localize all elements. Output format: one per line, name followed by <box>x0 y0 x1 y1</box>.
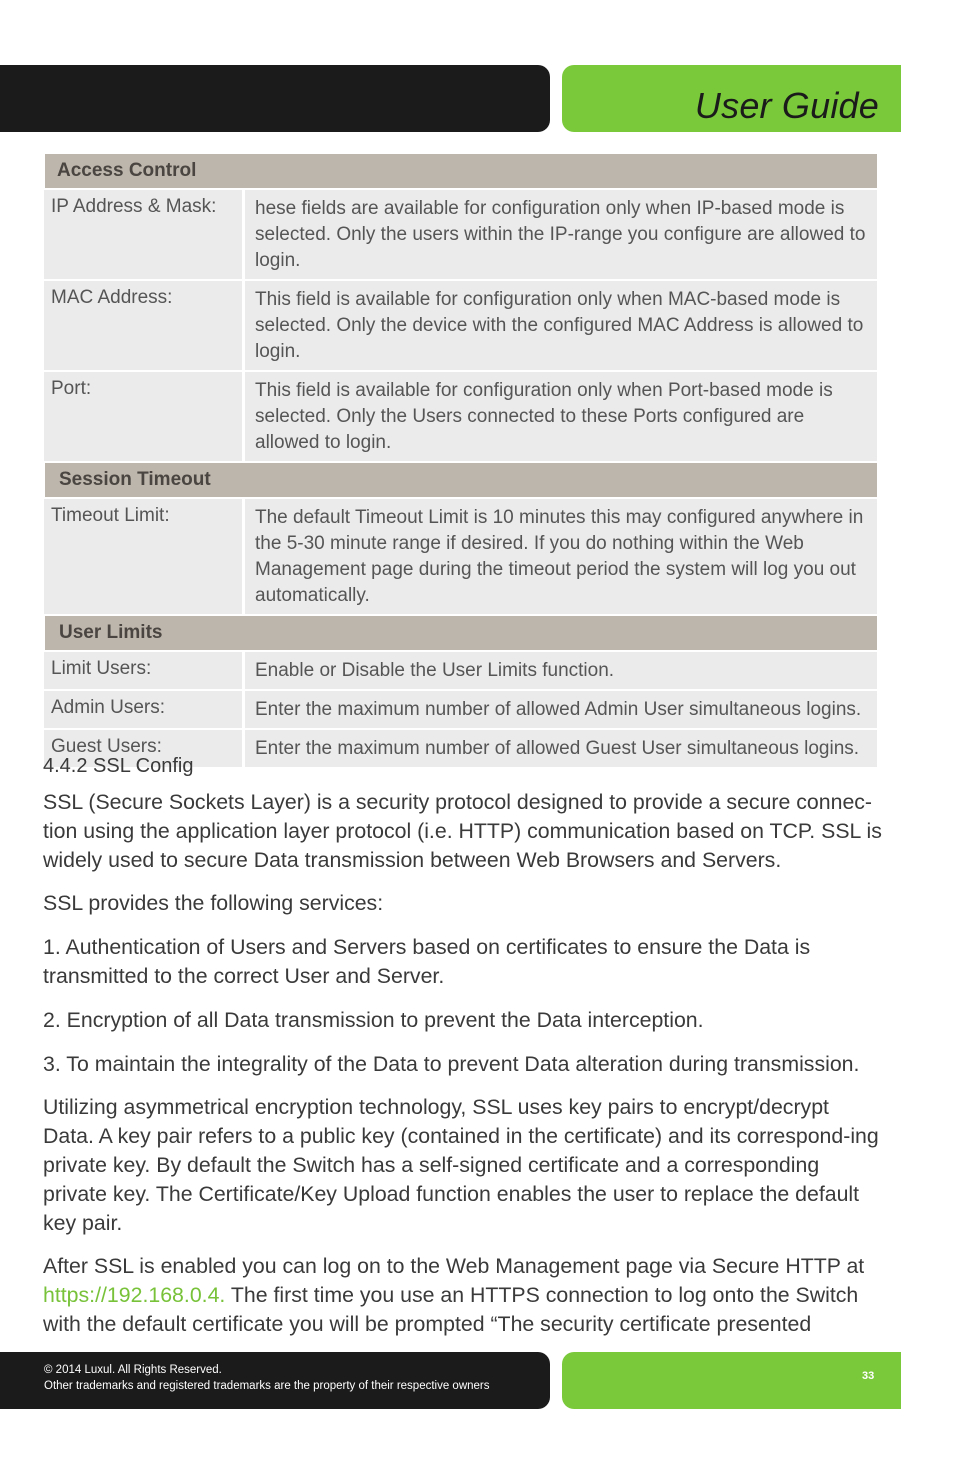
table-row <box>44 652 877 689</box>
field-description: This field is available for configuration only when MAC-based mode is selected. Only the device with the configured MAC Address is allowed to login. <box>245 281 877 370</box>
field-label: IP Address & Mask: <box>44 190 245 279</box>
paragraph: Utilizing asymmetrical encryption technology, SSL uses key pairs to encrypt/decrypt Data. A key pair refers to a public key (contained in the certificate) and its correspond-ing private key. By default the Switch has a self-signed certificate and a corresponding private key. The Certificate/Key Upload function enables the user to replace the default key pair. <box>43 1095 879 1235</box>
field-label: Admin Users: <box>44 691 245 728</box>
copyright: © 2014 Luxul. All Rights Reserved. <box>44 1364 222 1376</box>
settings-table <box>44 152 877 769</box>
field-description: Enter the maximum number of allowed Admin User simultaneous logins. <box>245 691 877 728</box>
section-heading: 4.4.2 SSL Config <box>43 755 194 777</box>
field-description: This field is available for configuration only when Port-based mode is selected. Only the Users connected to these Ports configured are allowed to login. <box>245 372 877 461</box>
section-header-session-timeout <box>44 463 877 497</box>
field-label: Port: <box>44 372 245 461</box>
page-number: 33 <box>862 1370 875 1382</box>
list-item: 2. Encryption of all Data transmission to prevent the Data interception. <box>43 1007 704 1032</box>
header-dark-bar <box>0 65 550 132</box>
body-text <box>43 788 883 1354</box>
paragraph-text: The first time you use an HTTPS connection to log onto the Switch with the default certificate you will be prompted “The security certificate presented <box>43 1283 859 1336</box>
field-label: Limit Users: <box>44 652 245 689</box>
field-description: Enter the maximum number of allowed Guest User simultaneous logins. <box>245 730 877 767</box>
section-title: Session Timeout <box>44 463 877 497</box>
paragraph <box>43 1252 883 1338</box>
page-title: User Guide <box>694 85 879 126</box>
section-header-user-limits <box>44 616 877 650</box>
footer-text <box>44 1362 490 1394</box>
https-link[interactable]: https://192.168.0.4. <box>43 1283 226 1308</box>
section-title: Access Control <box>44 154 877 188</box>
paragraph-text: After SSL is enabled you can log on to the Web Management page via Secure HTTP at <box>43 1254 865 1279</box>
paragraph: SSL provides the following services: <box>43 891 384 916</box>
field-label: Guest Users: <box>44 730 245 767</box>
field-label: Timeout Limit: <box>44 499 245 614</box>
field-description: Enable or Disable the User Limits function. <box>245 652 877 689</box>
section-header-access-control <box>44 154 877 188</box>
paragraph: SSL (Secure Sockets Layer) is a security protocol designed to provide a secure connec-tion using the application layer protocol (i.e. HTTP) communication based on TCP. SSL is widely used to secure Data transmission between Web Browsers and Servers. <box>43 790 882 872</box>
table-row <box>44 691 877 728</box>
trademark-notice: Other trademarks and registered trademarks are the property of their respective owners <box>44 1380 490 1392</box>
header-green-bar <box>562 65 901 132</box>
section-title: User Limits <box>44 616 877 650</box>
table-row <box>44 372 877 461</box>
field-description: hese fields are available for configuration only when IP-based mode is selected. Only the users within the IP-range you configure are allowed to login. <box>245 190 877 279</box>
table-row <box>44 190 877 279</box>
footer-green-bar <box>562 1352 901 1409</box>
table-row <box>44 281 877 370</box>
list-item: 1. Authentication of Users and Servers based on certificates to ensure the Data is transmitted to the correct User and Server. <box>43 935 811 988</box>
table-row <box>44 499 877 614</box>
field-label: MAC Address: <box>44 281 245 370</box>
field-description: The default Timeout Limit is 10 minutes this may configured anywhere in the 5-30 minute range if desired. If you do nothing within the Web Management page during the timeout period the system will log you out automatically. <box>245 499 877 614</box>
list-item: 3. To maintain the integrality of the Data to prevent Data alteration during transmission. <box>43 1051 860 1076</box>
